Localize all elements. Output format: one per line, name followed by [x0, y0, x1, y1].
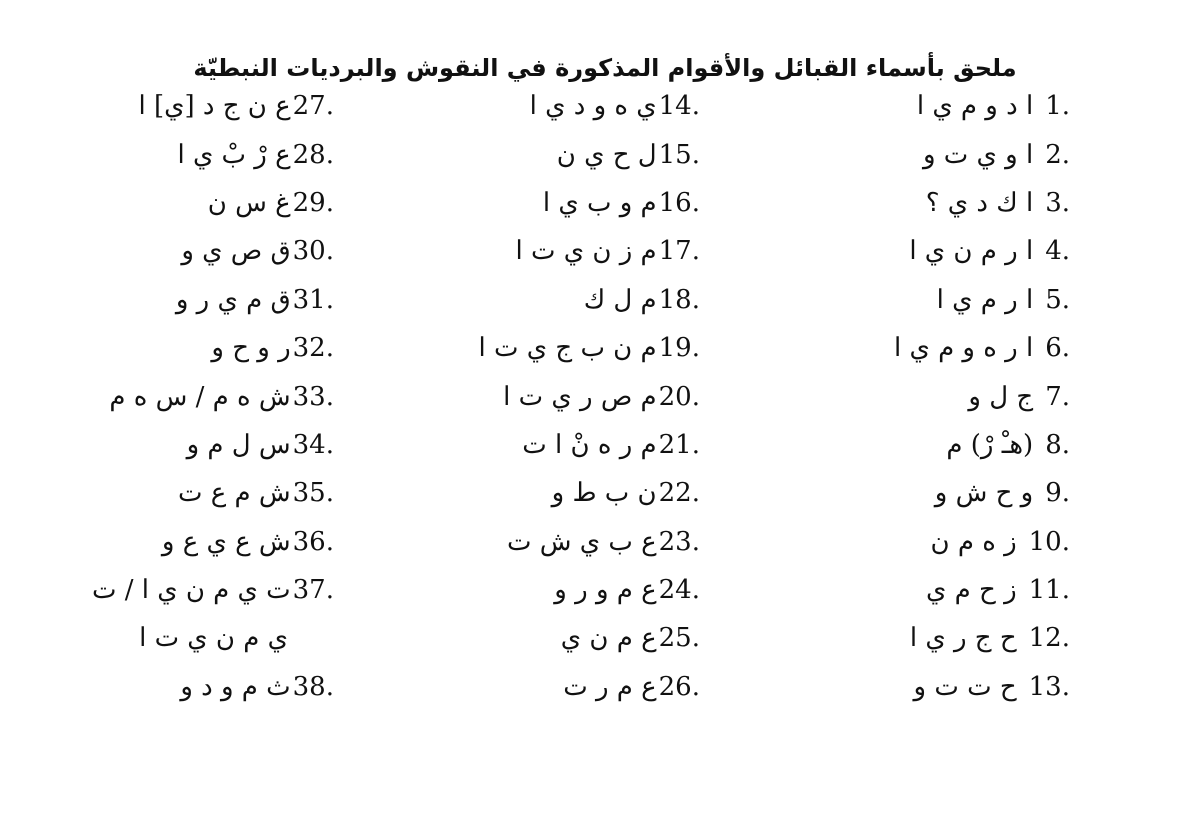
- item-name: ع م و ر و: [554, 575, 657, 606]
- item-number: 33 .: [293, 382, 334, 412]
- item-name: ن ب ط و: [551, 478, 657, 509]
- item-name: ا ر م ن ي ا: [909, 236, 1034, 267]
- item-name: ا و ي ت و: [922, 139, 1034, 170]
- item-number: 22 .: [659, 478, 700, 508]
- page-title: ملحق بأسماء القبائل والأقوام المذكورة في النقوش والبرديات النبطيّة: [193, 54, 1017, 83]
- item-name: ح ت ت و: [913, 671, 1017, 702]
- list-item: [380, 179, 700, 227]
- item-number: 4 .: [1045, 236, 1070, 266]
- list-item: [4, 518, 334, 566]
- item-name: ع ن ج د [ي] ا: [138, 91, 291, 122]
- item-number: 1 .: [1045, 91, 1070, 121]
- item-name: غ س ن: [207, 187, 291, 218]
- item-name: ي ه و د ي ا: [529, 91, 657, 122]
- item-number: 20 .: [659, 382, 700, 412]
- item-number: 9 .: [1045, 478, 1070, 508]
- item-name: ع م ن ي: [560, 623, 657, 654]
- item-number: 27 .: [293, 91, 334, 121]
- item-name: ق ص ي و: [181, 236, 291, 267]
- list-item: [380, 566, 700, 614]
- list-item: [4, 566, 334, 614]
- list-item: [770, 663, 1070, 711]
- item-number: 16 .: [659, 188, 700, 218]
- item-name: ث م و د و: [180, 671, 291, 702]
- item-number: 26 .: [659, 672, 700, 702]
- names-column-3: [4, 82, 334, 711]
- list-item: [380, 614, 700, 662]
- item-name: م ص ر ي ت ا: [503, 381, 657, 412]
- list-item: [770, 130, 1070, 178]
- list-item: [4, 227, 334, 275]
- list-item: [4, 82, 334, 130]
- list-item: [4, 663, 334, 711]
- item-name: ا ر ه و م ي ا: [893, 333, 1034, 364]
- item-name: ج ل و: [968, 381, 1034, 412]
- list-item-continuation: [4, 614, 334, 662]
- item-name: ق م ي ر و: [175, 284, 291, 315]
- item-name: م ز ن ي ت ا: [515, 236, 657, 267]
- item-number: 23 .: [659, 527, 700, 557]
- list-item: [770, 179, 1070, 227]
- item-number: 29 .: [293, 188, 334, 218]
- item-number: 12 .: [1029, 623, 1070, 653]
- item-number: 31 .: [293, 285, 334, 315]
- list-item: [4, 276, 334, 324]
- item-name: ت ي م ن ي ا / ت: [91, 575, 291, 606]
- item-number: 37 .: [293, 575, 334, 605]
- item-name: ا ك د ي ؟: [925, 187, 1034, 218]
- item-name: ح ج ر ي ا: [909, 623, 1017, 654]
- item-name: ع م ر ت: [563, 671, 657, 702]
- item-name: ش ع ي ع و: [161, 526, 291, 557]
- list-item: [380, 469, 700, 517]
- list-item: [4, 372, 334, 420]
- list-item: [380, 421, 700, 469]
- item-name: ل ح ي ن: [556, 139, 657, 170]
- item-number: 34 .: [293, 430, 334, 460]
- item-name: ي م ن ي ت ا: [139, 623, 288, 654]
- list-item: [770, 614, 1070, 662]
- item-name: ر و ح و: [211, 333, 291, 364]
- item-number: 24 .: [659, 575, 700, 605]
- item-name: ز ه م ن: [930, 526, 1017, 557]
- item-number: 35 .: [293, 478, 334, 508]
- item-name: م و ب ي ا: [542, 187, 657, 218]
- item-number: 21 .: [659, 430, 700, 460]
- list-item: [770, 82, 1070, 130]
- item-name: ا د و م ي ا: [916, 91, 1034, 122]
- names-column-2: [380, 82, 700, 711]
- list-item: [380, 518, 700, 566]
- list-item: [770, 372, 1070, 420]
- item-number: 25 .: [659, 623, 700, 653]
- item-number: 32 .: [293, 333, 334, 363]
- names-column-1: [770, 82, 1070, 711]
- item-number: 11 .: [1029, 575, 1070, 605]
- list-item: [380, 324, 700, 372]
- list-item: [4, 179, 334, 227]
- item-number: 38 .: [293, 672, 334, 702]
- item-number: 5 .: [1045, 285, 1070, 315]
- list-item: [4, 130, 334, 178]
- item-number: 3 .: [1045, 188, 1070, 218]
- item-name: و ح ش و: [934, 478, 1034, 509]
- item-name: ز ح م ي: [926, 575, 1017, 606]
- item-name: ا ر م ي ا: [936, 284, 1034, 315]
- item-name: ع ب ي ش ت: [507, 526, 657, 557]
- list-item: [770, 276, 1070, 324]
- item-number: 14 .: [659, 91, 700, 121]
- list-item: [4, 324, 334, 372]
- item-number: 18 .: [659, 285, 700, 315]
- list-item: [770, 421, 1070, 469]
- list-item: [380, 130, 700, 178]
- list-item: [380, 82, 700, 130]
- item-name: م ن ب ج ي ت ا: [478, 333, 657, 364]
- list-item: [380, 663, 700, 711]
- item-number: 6 .: [1045, 333, 1070, 363]
- item-number: 15 .: [659, 140, 700, 170]
- list-item: [770, 566, 1070, 614]
- item-number: 19 .: [659, 333, 700, 363]
- item-name: ش ه م / س ه م: [109, 381, 291, 412]
- list-item: [770, 324, 1070, 372]
- item-name: م ر ه نْ ا ت: [522, 429, 657, 460]
- list-item: [380, 372, 700, 420]
- item-number: 10 .: [1029, 527, 1070, 557]
- item-number: 7 .: [1045, 382, 1070, 412]
- list-item: [770, 227, 1070, 275]
- item-name: س ل م و: [186, 429, 291, 460]
- item-name: (هـْ رْ) م: [946, 429, 1034, 460]
- item-number: 13 .: [1029, 672, 1070, 702]
- list-item: [4, 421, 334, 469]
- list-item: [770, 469, 1070, 517]
- item-number: 17 .: [659, 236, 700, 266]
- item-name: م ل ك: [583, 284, 657, 315]
- item-number: 8 .: [1045, 430, 1070, 460]
- item-number: 28 .: [293, 140, 334, 170]
- item-name: ع رْ بْ ي ا: [177, 139, 291, 170]
- item-number: 30 .: [293, 236, 334, 266]
- list-item: [380, 276, 700, 324]
- list-item: [770, 518, 1070, 566]
- list-item: [380, 227, 700, 275]
- item-number: 2 .: [1045, 140, 1070, 170]
- list-item: [4, 469, 334, 517]
- item-name: ش م ع ت: [178, 478, 291, 509]
- item-number: 36 .: [293, 527, 334, 557]
